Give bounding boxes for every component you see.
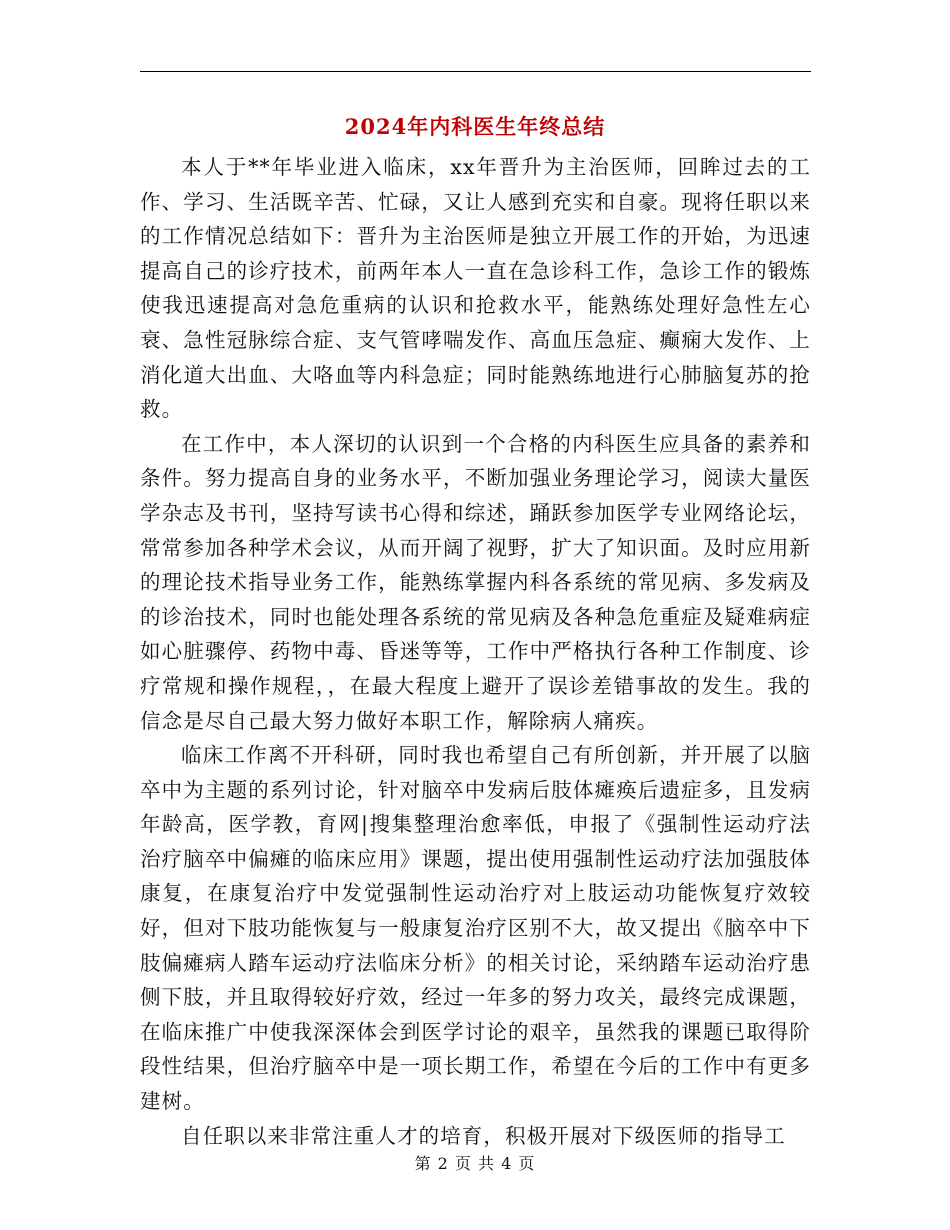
header-rule — [140, 71, 811, 72]
paragraph-2: 在工作中，本人深切的认识到一个合格的内科医生应具备的素养和条件。努力提高自身的业务水平，不断加强业务理论学习，阅读大量医学杂志及书刊，坚持写读书心得和综述，踊跃参加医学专业网络论坛，常常参加各种学术会议，从而开阔了视野，扩大了知识面。及时应用新的理论技术指导业务工作，能熟练掌握内科各系统的常见病、多发病及的诊治技术，同时也能处理各系统的常见病及各种急危重症及疑难病症如心脏骤停、药物中毒、昏迷等等，工作中严格执行各种工作制度、诊疗常规和操作规程，，在最大程度上避开了误诊差错事故的发生。我的信念是尽自己最大努力做好本职工作，解除病人痛疾。 — [140, 431, 811, 733]
page-label-mid: 页 共 — [454, 1154, 496, 1173]
document-body — [140, 150, 811, 1153]
page-total: 4 — [501, 1154, 513, 1173]
paragraph-4: 自任职以来非常注重人才的培育，积极开展对下级医师的指导工 — [181, 1123, 786, 1148]
paragraph-3: 临床工作离不开科研，同时我也希望自己有所创新，并开展了以脑卒中为主题的系列讨论，针对脑卒中发病后肢体瘫痪后遗症多，且发病年龄高，医学教，育网|搜集整理治愈率低，申报了《强制性运动疗法治疗脑卒中偏瘫的临床应用》课题，提出使用强制性运动疗法加强肢体康复，在康复治疗中发觉强制性运动治疗对上肢运动功能恢复疗效较好，但对下肢功能恢复与一般康复治疗区别不大，故又提出《脑卒中下肢偏瘫病人踏车运动疗法临床分析》的相关讨论，采纳踏车运动治疗患侧下肢，并且取得较好疗效，经过一年多的努力攻关，最终完成课题，在临床推广中使我深深体会到医学讨论的艰辛，虽然我的课题已取得阶段性结果，但治疗脑卒中是一项长期工作，希望在今后的工作中有更多建树。 — [140, 743, 811, 1114]
page-current: 2 — [437, 1154, 449, 1173]
document-title: 2024年内科医生年终总结 — [344, 114, 606, 139]
page-label-suffix: 页 — [518, 1154, 536, 1173]
page-label-prefix: 第 — [414, 1154, 432, 1173]
page-footer — [0, 1152, 950, 1176]
paragraph-1: 本人于**年毕业进入临床，xx年晋升为主治医师，回眸过去的工作、学习、生活既辛苦、忙碌，又让人感到充实和自豪。现将任职以来的工作情况总结如下：晋升为主治医师是独立开展工作的开始，为迅速提高自己的诊疗技术，前两年本人一直在急诊科工作，急诊工作的锻炼使我迅速提高对急危重病的认识和抢救水平，能熟练处理好急性左心衰、急性冠脉综合症、支气管哮喘发作、高血压急症、癫痫大发作、上消化道大出血、大咯血等内科急症；同时能熟练地进行心肺脑复苏的抢救。 — [140, 155, 811, 422]
